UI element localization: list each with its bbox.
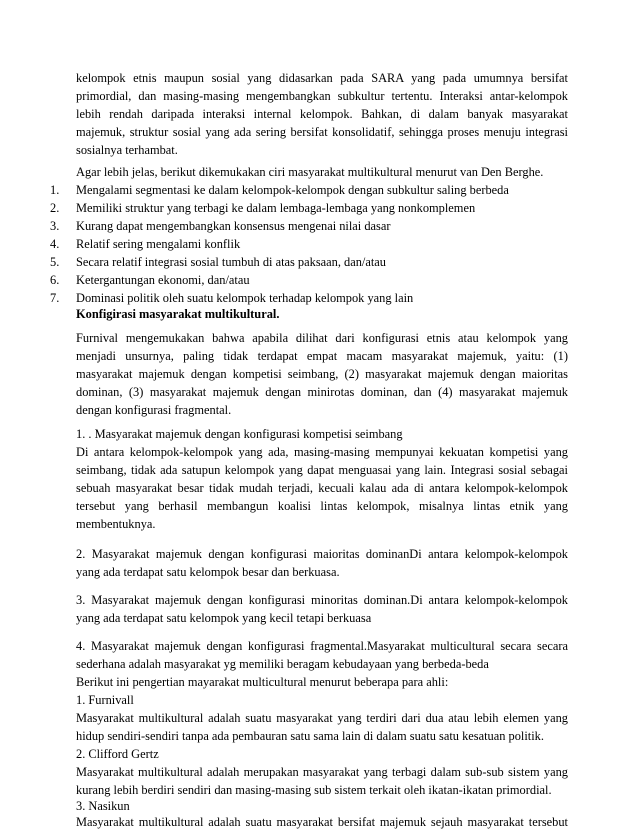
list-item: Dominasi politik oleh suatu kelompok terhadap kelompok yang lain: [76, 291, 414, 305]
paragraph-line: tersebut yang berhasil membangun koalisi lintas kelompok, misalnya lintas etnik yang: [76, 499, 568, 513]
paragraph-line: dengan konfigurasi fragmental.: [76, 403, 232, 417]
list-number: 3.: [50, 219, 60, 233]
paragraph-line: kurang lebih berdiri sendiri dan masing-masing sub sistem terkait oleh ikatan-ikatan primordial.: [76, 783, 552, 797]
list-item: Relatif sering mengalami konflik: [76, 237, 241, 251]
list-number: 4.: [50, 237, 60, 251]
paragraph-line: hidup sendiri-sendiri tanpa ada pembauran satu sama lain di dalam suatu satu kesatuan politik.: [76, 729, 544, 743]
list-intro: Agar lebih jelas, berikut dikemukakan ciri masyarakat multikultural menurut van Den Berghe.: [76, 165, 544, 179]
paragraph-line: 4. Masyarakat majemuk dengan konfigurasi fragmental.Masyarakat multicultural secara secara: [76, 639, 568, 653]
paragraph-line: yang ada terdapat satu kelompok yang kecil tetapi berkuasa: [76, 611, 372, 625]
paragraph-line: primordial, dan masing-masing mengembangkan subkultur tertentu. Interaksi antar-kelompok: [76, 89, 568, 103]
definition-heading: 1. Furnivall: [76, 693, 134, 707]
paragraph-line: membentuknya.: [76, 517, 156, 531]
paragraph-line: 3. Masyarakat majemuk dengan konfigurasi minoritas dominan.Di antara kelompok-kelompok: [76, 593, 568, 607]
paragraph-line: sebuah masyarakat besar tidak mudah terjadi, kecuali kalau ada di antara kelompok-kelompok: [76, 481, 568, 495]
list-item: Mengalami segmentasi ke dalam kelompok-kelompok dengan subkultur saling berbeda: [76, 183, 509, 197]
paragraph-line: masyarakat majemuk dengan kompetisi seimbang, (2) masyarakat majemuk dengan maioritas: [76, 367, 568, 381]
paragraph-line: Berikut ini pengertian mayarakat multicultural menurut beberapa para ahli:: [76, 675, 449, 689]
paragraph-line: yang ada terdapat satu kelompok besar dan berkuasa.: [76, 565, 340, 579]
paragraph-line: Furnival mengemukakan bahwa apabila dilihat dari konfigurasi etnis atau kelompok yang: [76, 331, 568, 345]
list-number: 7.: [50, 291, 60, 305]
paragraph-line: dominan, (3) masyarakat majemuk dengan minirotas dominan, dan (4) masyarakat majemuk: [76, 385, 568, 399]
list-item: Memiliki struktur yang terbagi ke dalam lembaga-lembaga yang nonkomplemen: [76, 201, 476, 215]
list-number: 2.: [50, 201, 60, 215]
paragraph-line: 2. Masyarakat majemuk dengan konfigurasi maioritas dominanDi antara kelompok-kelompok: [76, 547, 568, 561]
paragraph-line: lebih rendah daripada interaksi internal kelompok. Bahkan, di dalam banyak masyarakat: [76, 107, 568, 121]
list-item: Kurang dapat mengembangkan konsensus mengenai nilai dasar: [76, 219, 391, 233]
list-item: Ketergantungan ekonomi, dan/atau: [76, 273, 250, 287]
list-item: Secara relatif integrasi sosial tumbuh di atas paksaan, dan/atau: [76, 255, 387, 269]
paragraph-line: Masyarakat multikultural adalah suatu masyarakat bersifat majemuk sejauh masyarakat tersebut: [76, 815, 568, 829]
paragraph-line: Masyarakat multikultural adalah suatu masyarakat yang terdiri dari dua atau lebih elemen yang: [76, 711, 568, 725]
paragraph-line: menjadi unsurnya, paling tidak terdapat empat macam masyarakat majemuk, yaitu: (1): [76, 349, 568, 363]
list-number: 1.: [50, 183, 60, 197]
section-heading: Konfigirasi masyarakat multikultural.: [76, 307, 280, 321]
list-number: 6.: [50, 273, 60, 287]
paragraph-line: Di antara kelompok-kelompok yang ada, masing-masing mempunyai kekuatan kompetisi yang: [76, 445, 568, 459]
paragraph-line: sosialnya terhambat.: [76, 143, 178, 157]
paragraph-line: sederhana adalah masyarakat yg memiliki beragam kebudayaan yang berbeda-beda: [76, 657, 489, 671]
paragraph-line: 1. . Masyarakat majemuk dengan konfigurasi kompetisi seimbang: [76, 427, 403, 441]
definition-heading: 3. Nasikun: [76, 799, 130, 813]
paragraph-line: majemuk, struktur sosial yang ada sering bersifat konsolidatif, sehingga proses menuju integrasi: [76, 125, 568, 139]
list-number: 5.: [50, 255, 60, 269]
paragraph-line: Masyarakat multikultural adalah merupakan masyarakat yang terbagi dalam sub-sub sistem yang: [76, 765, 568, 779]
paragraph-line: seimbang, tidak ada satupun kelompok yang dapat menguasai yang lain. Integrasi sosial sebagai: [76, 463, 568, 477]
definition-heading: 2. Clifford Gertz: [76, 747, 159, 761]
paragraph-line: kelompok etnis maupun sosial yang didasarkan pada SARA yang pada umumnya bersifat: [76, 71, 568, 85]
